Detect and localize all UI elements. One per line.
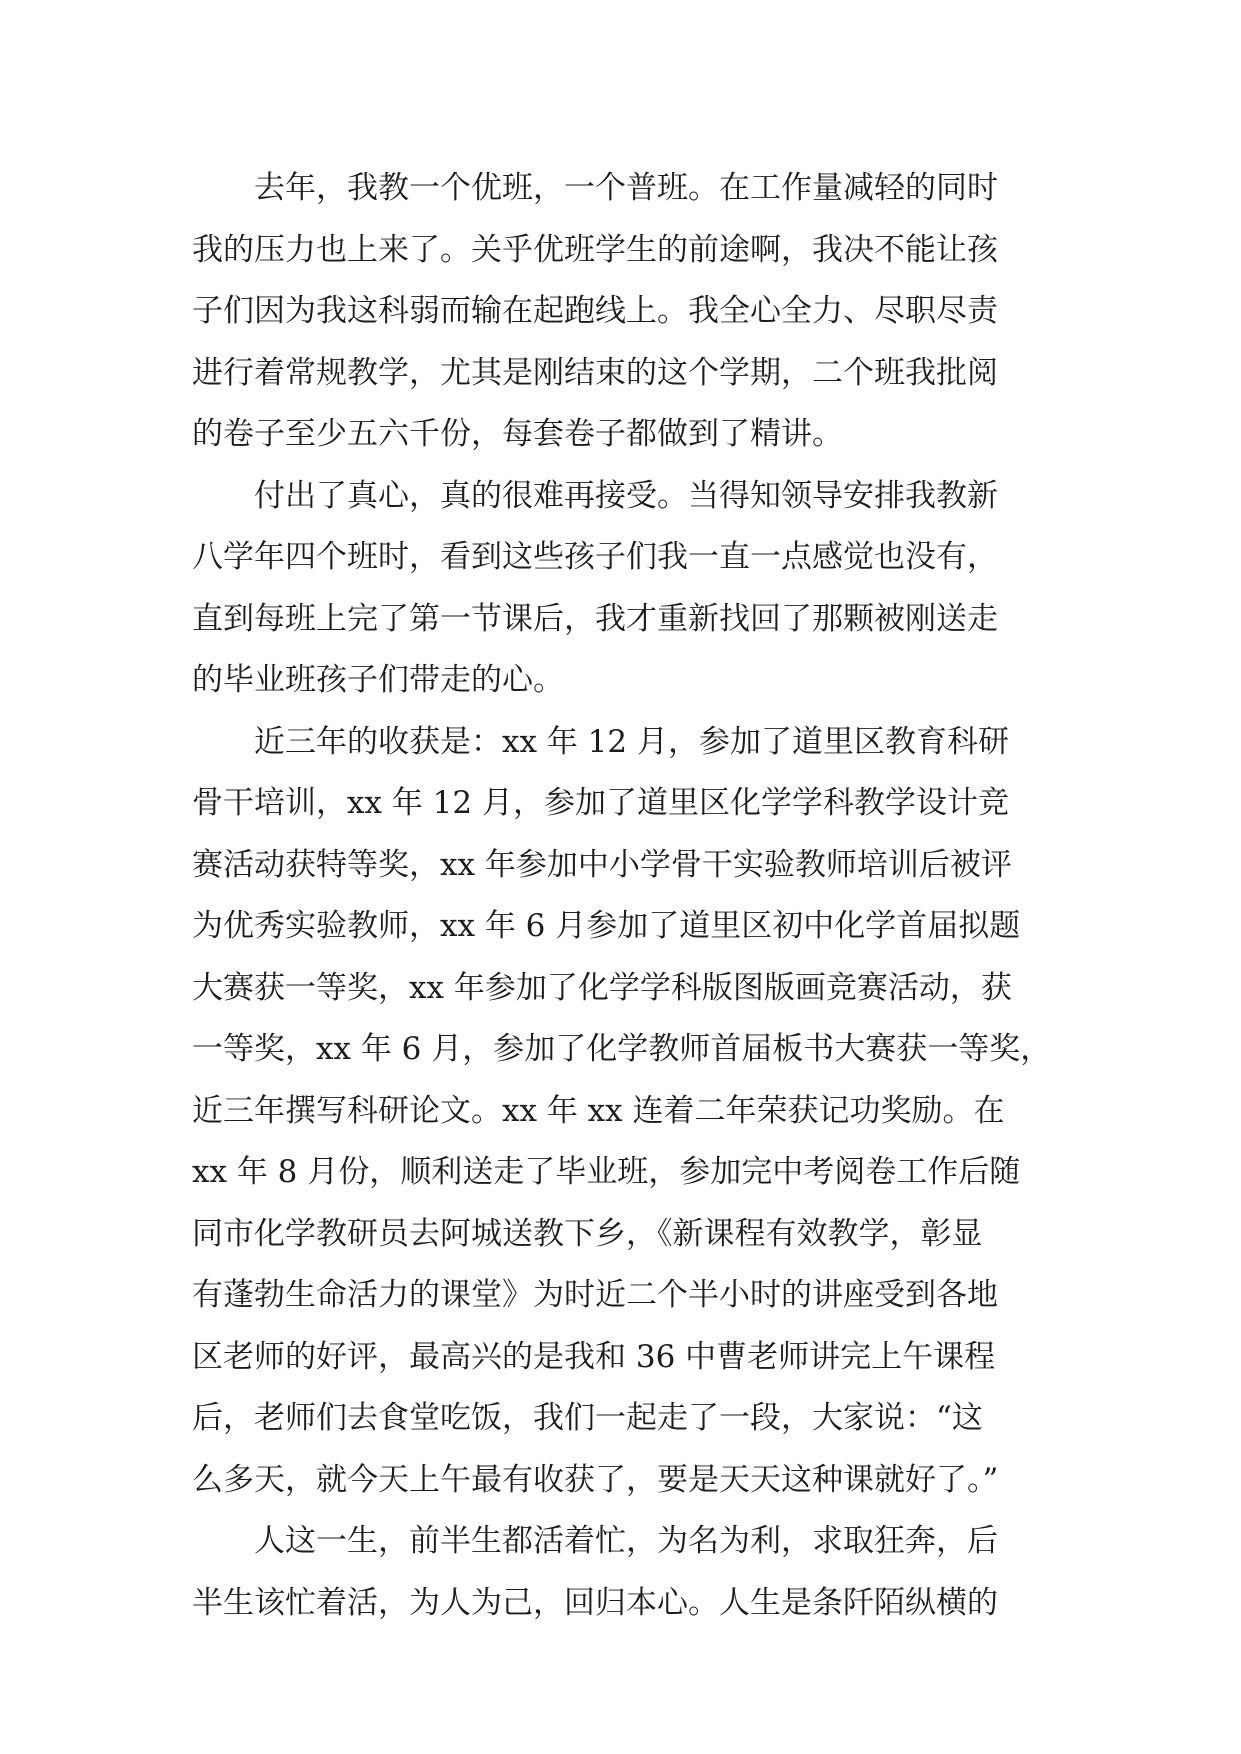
text-line: 同市化学教研员去阿城送教下乡，《新课程有效教学，彰显 <box>192 1215 983 1252</box>
text-line: 人这一生，前半生都活着忙，为名为利，求取狂奔，后 <box>254 1523 998 1559</box>
text-line: xx 年 8 月份，顺利送走了毕业班，参加完中考阅卷工作后随 <box>192 1154 1021 1190</box>
text-line: 的毕业班孩子们带走的心。 <box>192 662 564 698</box>
text-line: 赛活动获特等奖，xx 年参加中小学骨干实验教师培训后被评 <box>192 846 1012 883</box>
paragraph-1 <box>192 158 1052 466</box>
text-line: 进行着常规教学，尤其是刚结束的这个学期，二个班我批阅 <box>192 354 998 391</box>
text-line: 的卷子至少五六千份，每套卷子都做到了精讲。 <box>192 416 843 452</box>
paragraph-4 <box>192 1511 1052 1634</box>
text-line: 去年，我教一个优班，一个普班。在工作量减轻的同时 <box>254 170 998 206</box>
document-body <box>192 158 1052 1634</box>
text-line: 半生该忙着活，为人为己，回归本心。人生是条阡陌纵横的 <box>192 1584 998 1621</box>
text-line: 后，老师们去食堂吃饭，我们一起走了一段，大家说：“这 <box>192 1400 983 1436</box>
text-line: 骨干培训，xx 年 12 月，参加了道里区化学学科教学设计竞 <box>192 785 1009 821</box>
text-line: 付出了真心，真的很难再接受。当得知领导安排我教新 <box>254 477 998 514</box>
text-line: 大赛获一等奖，xx 年参加了化学学科版图版画竞赛活动，获 <box>192 969 1012 1006</box>
text-line: 直到每班上完了第一节课后，我才重新找回了那颗被刚送走 <box>192 600 998 637</box>
text-line: 区老师的好评，最高兴的是我和 36 中曹老师讲完上午课程 <box>192 1338 996 1375</box>
paragraph-3 <box>192 712 1052 1512</box>
text-line: 为优秀实验教师，xx 年 6 月参加了道里区初中化学首届拟题 <box>192 908 1021 944</box>
text-line: 八学年四个班时，看到这些孩子们我一直一点感觉也没有， <box>192 539 998 575</box>
text-line: 近三年撰写科研论文。xx 年 xx 连着二年荣获记功奖励。在 <box>192 1092 1005 1129</box>
text-line: 近三年的收获是：xx 年 12 月，参加了道里区教育科研 <box>254 723 1009 760</box>
text-line: 子们因为我这科弱而输在起跑线上。我全心全力、尽职尽责 <box>192 293 998 329</box>
paragraph-2 <box>192 466 1052 712</box>
text-line: 么多天，就今天上午最有收获了，要是天天这种课就好了。” <box>192 1461 999 1498</box>
text-line: 一等奖，xx 年 6 月，参加了化学教师首届板书大赛获一等奖， <box>192 1031 1052 1067</box>
text-line: 我的压力也上来了。关乎优班学生的前途啊，我决不能让孩 <box>192 231 998 268</box>
text-line: 有蓬勃生命活力的课堂》为时近二个半小时的讲座受到各地 <box>192 1277 998 1313</box>
